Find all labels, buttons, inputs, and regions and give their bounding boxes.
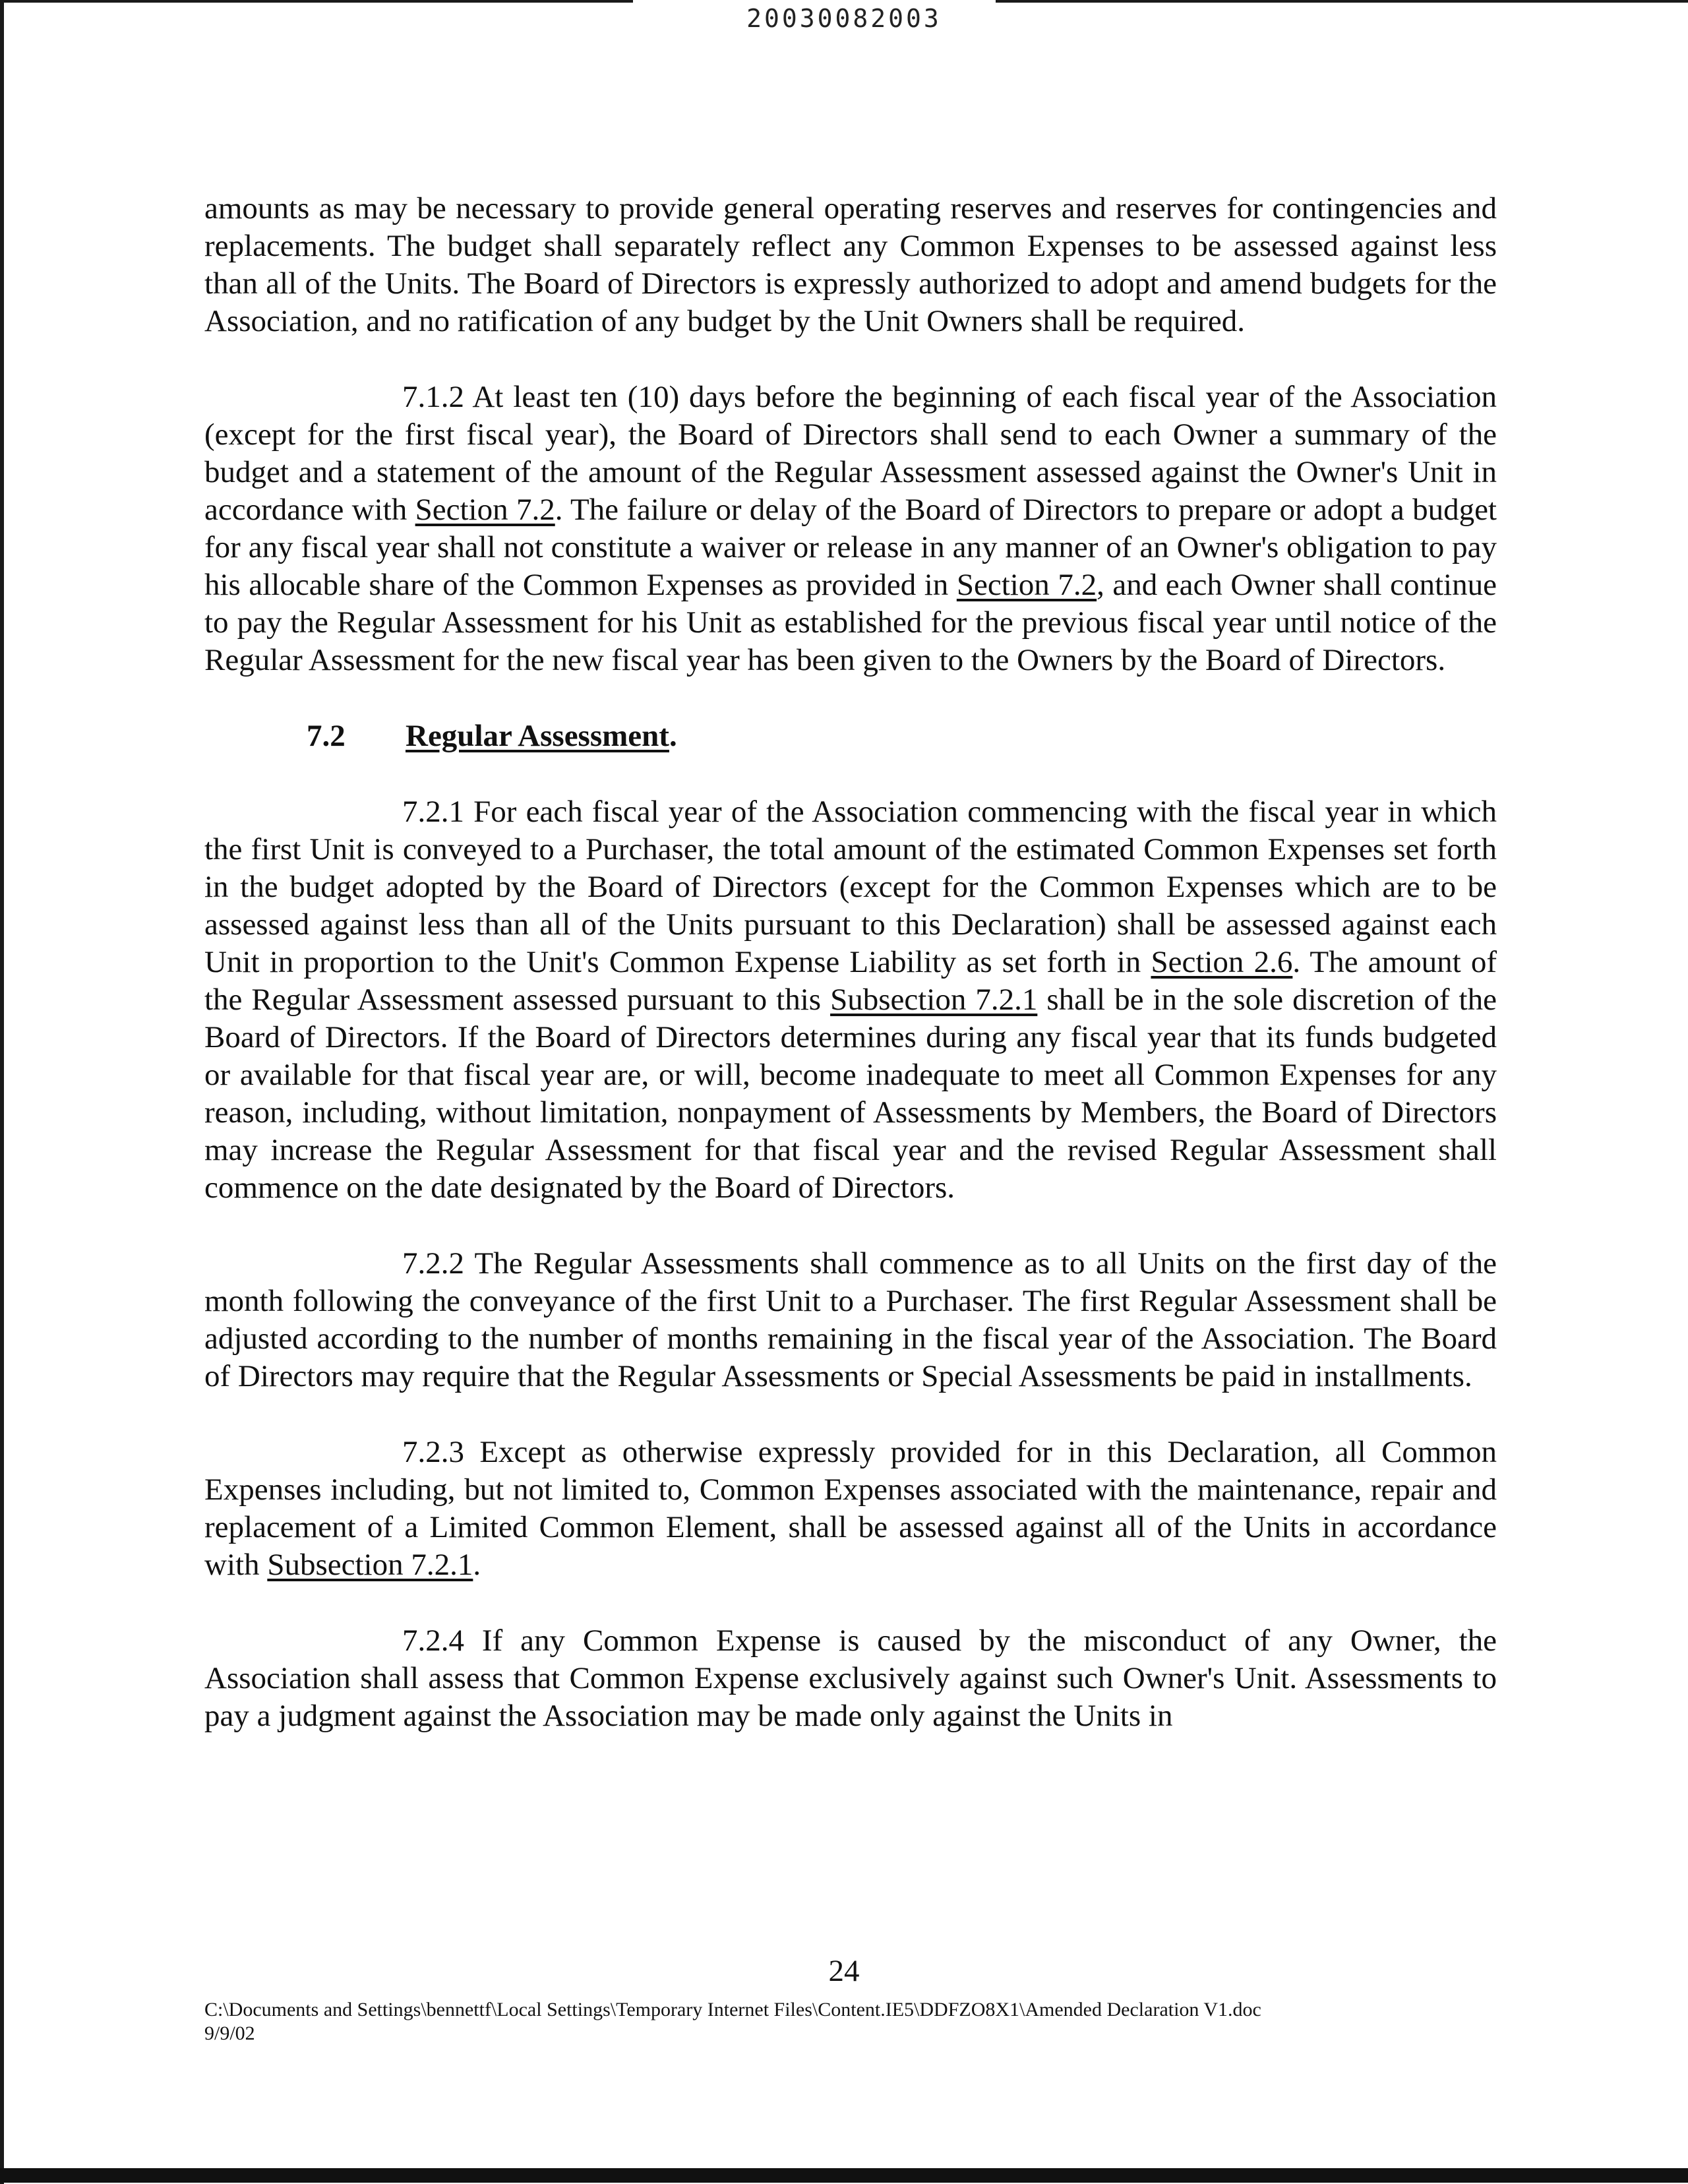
paragraph-7-2-3	[204, 1434, 1497, 1584]
paragraph-intro: amounts as may be necessary to provide general operating reserves and reserves for contingencies and replacements. The budget shall separately reflect any Common Expenses to be assessed against less than all of the Units. The Board of Directors is expressly authorized to adopt and amend budgets for the Association, and no ratification of any budget by the Unit Owners shall be required.	[204, 191, 1497, 338]
subsection-ref-7-2-1-link: Subsection 7.2.1	[830, 983, 1038, 1017]
footer-date: 9/9/02	[204, 2022, 255, 2044]
section-heading-7-2	[204, 717, 1497, 755]
subsection-ref-7-2-1-link-second: Subsection 7.2.1	[267, 1548, 473, 1582]
section-ref-2-6-link: Section 2.6	[1151, 945, 1293, 979]
paragraph-7-2-1-part-b: . The amount of the Regular Assessment assessed pursuant to this	[204, 945, 1497, 1017]
paragraph-7-2-1	[204, 793, 1497, 1207]
scan-top-edge-left	[0, 0, 633, 3]
section-title: Regular Assessment	[406, 719, 669, 753]
paragraph-7-2-3-part-a: 7.2.3 Except as otherwise expressly provided for in this Declaration, all Common Expenses including, but not limited to, Common Expenses associated with the maintenance, repair and replacement of a Limited Common Element, shall be assessed against all of the Units in accordance with	[204, 1435, 1497, 1582]
paragraph-7-2-4: 7.2.4 If any Common Expense is caused by the misconduct of any Owner, the Association shall assess that Common Expense exclusively against such Owner's Unit. Assessments to pay a judgment against the Association may be made only against the Units in	[204, 1623, 1497, 1733]
document-number: 20030082003	[746, 4, 942, 33]
paragraph-7-1-2	[204, 379, 1497, 679]
footer	[204, 1998, 1655, 2046]
paragraph-7-1-2-part-b: . The failure or delay of the Board of Directors to prepare or adopt a budget for any fiscal year shall not constitute a waiver or release in any manner of an Owner's obligation to pay his allocable share of the Common Expenses as provided in	[204, 493, 1497, 602]
footer-file-path: C:\Documents and Settings\bennettf\Local Settings\Temporary Internet Files\Content.IE5\DDFZO8X1\Amended Declaration V1.doc	[204, 1999, 1261, 2020]
section-ref-7-2-link-second: Section 7.2	[956, 568, 1097, 602]
document-body	[204, 190, 1497, 1773]
section-number: 7.2	[307, 719, 346, 753]
scan-left-edge	[0, 0, 4, 2184]
section-title-period: .	[669, 719, 677, 753]
paragraph-7-2-2: 7.2.2 The Regular Assessments shall commence as to all Units on the first day of the month following the conveyance of the first Unit to a Purchaser. The first Regular Assessment shall be adjusted according to the number of months remaining in the fiscal year of the Association. The Board of Directors may require that the Regular Assessments or Special Assessments be paid in installments.	[204, 1246, 1497, 1393]
paragraph-7-2-1-part-a: 7.2.1 For each fiscal year of the Association commencing with the fiscal year in which the first Unit is conveyed to a Purchaser, the total amount of the estimated Common Expenses set forth in the budget adopted by the Board of Directors (except for the Common Expenses which are to be assessed against less than all of the Units pursuant to this Declaration) shall be assessed against each Unit in proportion to the Unit's Common Expense Liability as set forth in	[204, 795, 1497, 979]
section-ref-7-2-link: Section 7.2	[415, 493, 555, 527]
page-number: 24	[828, 1954, 860, 1988]
paragraph-7-2-1-part-c: shall be in the sole discretion of the Board of Directors. If the Board of Directors determines during any fiscal year that its funds budgeted or available for that fiscal year are, or will, become inadequate to meet all Common Expenses for any reason, including, without limitation, nonpayment of Assessments by Members, the Board of Directors may increase the Regular Assessment for that fiscal year and the revised Regular Assessment shall commence on the date designated by the Board of Directors.	[204, 983, 1497, 1205]
paragraph-7-1-2-part-c: , and each Owner shall continue to pay the Regular Assessment for his Unit as established for the previous fiscal year until notice of the Regular Assessment for the new fiscal year has been given to the Owners by the Board of Directors.	[204, 568, 1497, 677]
scan-top-edge-right	[996, 0, 1688, 3]
paragraph-7-1-2-part-a: 7.1.2 At least ten (10) days before the beginning of each fiscal year of the Association (except for the first fiscal year), the Board of Directors shall send to each Owner a summary of the budget and a statement of the amount of the Regular Assessment assessed against the Owner's Unit in accordance with	[204, 380, 1497, 527]
paragraph-7-2-3-part-b: .	[473, 1548, 481, 1582]
scan-bottom-edge	[0, 2168, 1688, 2183]
